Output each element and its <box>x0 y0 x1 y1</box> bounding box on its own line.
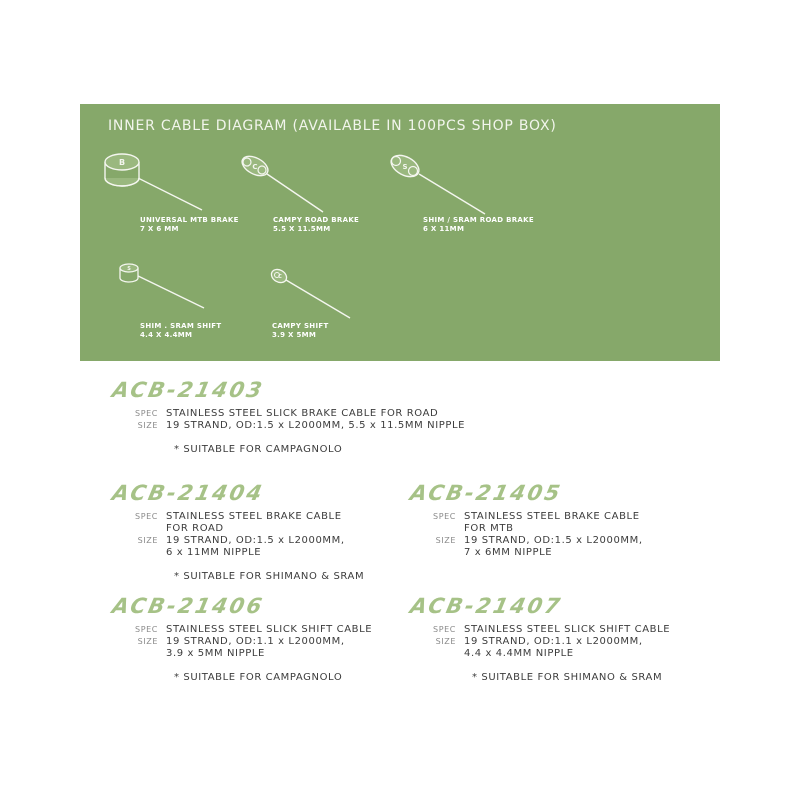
spec-line: STAINLESS STEEL SLICK BRAKE CABLE FOR ROAD <box>166 408 439 419</box>
cable-diagram-banner <box>80 104 720 361</box>
size-key: SIZE <box>137 536 158 545</box>
size-key: SIZE <box>137 421 158 430</box>
nipple-badge: B <box>118 158 126 167</box>
pear-nipple-icon <box>235 152 355 222</box>
spec-line: STAINLESS STEEL SLICK SHIFT CABLE <box>166 624 373 635</box>
product-code: ACB-21406 <box>110 594 267 618</box>
size-line: 19 STRAND, OD:1.5 x L2000MM, 5.5 x 11.5MM NIPPLE <box>166 420 466 431</box>
suitability-note: * SUITABLE FOR SHIMANO & SRAM <box>174 571 365 582</box>
suitability-note: * SUITABLE FOR SHIMANO & SRAM <box>472 672 663 683</box>
spec-key: SPEC <box>135 625 158 634</box>
spec-line: STAINLESS STEEL BRAKE CABLE <box>464 511 640 522</box>
size-line: 19 STRAND, OD:1.5 x L2000MM, <box>464 535 643 546</box>
spec-line: FOR ROAD <box>166 523 224 534</box>
size-line: 3.9 x 5MM NIPPLE <box>166 648 265 659</box>
nipple-badge: C <box>278 274 282 280</box>
barrel-nipple-icon <box>98 150 208 220</box>
nipple-name: CAMPY ROAD BRAKE <box>273 216 360 224</box>
nipple-badge: S <box>127 266 131 272</box>
product-acb-21406 <box>110 594 372 683</box>
product-acb-21405 <box>408 481 643 559</box>
nipple-name: SHIM / SRAM ROAD BRAKE <box>423 216 534 224</box>
product-acb-21407 <box>408 594 670 683</box>
nipple-badge: C <box>252 163 258 171</box>
product-code: ACB-21407 <box>408 594 565 618</box>
nipple-size: 3.9 X 5MM <box>272 331 317 339</box>
spec-key: SPEC <box>135 512 158 521</box>
size-key: SIZE <box>435 637 456 646</box>
spec-line: FOR MTB <box>464 523 514 534</box>
nipple-size: 4.4 X 4.4MM <box>140 331 193 339</box>
spec-line: STAINLESS STEEL SLICK SHIFT CABLE <box>464 624 671 635</box>
size-line: 6 x 11MM NIPPLE <box>166 547 262 558</box>
pear-nipple-icon <box>385 152 515 222</box>
product-code: ACB-21404 <box>110 481 267 505</box>
nipple-name: CAMPY SHIFT <box>272 322 329 330</box>
spec-line: STAINLESS STEEL BRAKE CABLE <box>166 511 342 522</box>
barrel-nipple-icon <box>268 266 368 326</box>
nipple-size: 5.5 X 11.5MM <box>273 225 331 233</box>
product-acb-21404 <box>110 481 364 582</box>
size-line: 4.4 x 4.4MM NIPPLE <box>464 648 574 659</box>
nipple-badge: S <box>402 163 408 171</box>
nipple-size: 7 X 6 MM <box>140 225 179 233</box>
product-code: ACB-21405 <box>408 481 565 505</box>
size-key: SIZE <box>435 536 456 545</box>
product-acb-21403 <box>110 378 465 455</box>
suitability-note: * SUITABLE FOR CAMPAGNOLO <box>174 444 343 455</box>
size-line: 19 STRAND, OD:1.1 x L2000MM, <box>464 636 643 647</box>
nipple-name: SHIM . SRAM SHIFT <box>140 322 222 330</box>
spec-key: SPEC <box>433 512 456 521</box>
barrel-nipple-icon <box>116 262 226 322</box>
size-line: 19 STRAND, OD:1.5 x L2000MM, <box>166 535 345 546</box>
size-line: 19 STRAND, OD:1.1 x L2000MM, <box>166 636 345 647</box>
product-code: ACB-21403 <box>110 378 267 402</box>
spec-key: SPEC <box>433 625 456 634</box>
spec-key: SPEC <box>135 409 158 418</box>
nipple-size: 6 X 11MM <box>423 225 465 233</box>
size-key: SIZE <box>137 637 158 646</box>
banner-title: INNER CABLE DIAGRAM (AVAILABLE IN 100PCS SHOP BOX) <box>108 118 557 134</box>
suitability-note: * SUITABLE FOR CAMPAGNOLO <box>174 672 343 683</box>
size-line: 7 x 6MM NIPPLE <box>464 547 553 558</box>
nipple-name: UNIVERSAL MTB BRAKE <box>140 216 239 224</box>
